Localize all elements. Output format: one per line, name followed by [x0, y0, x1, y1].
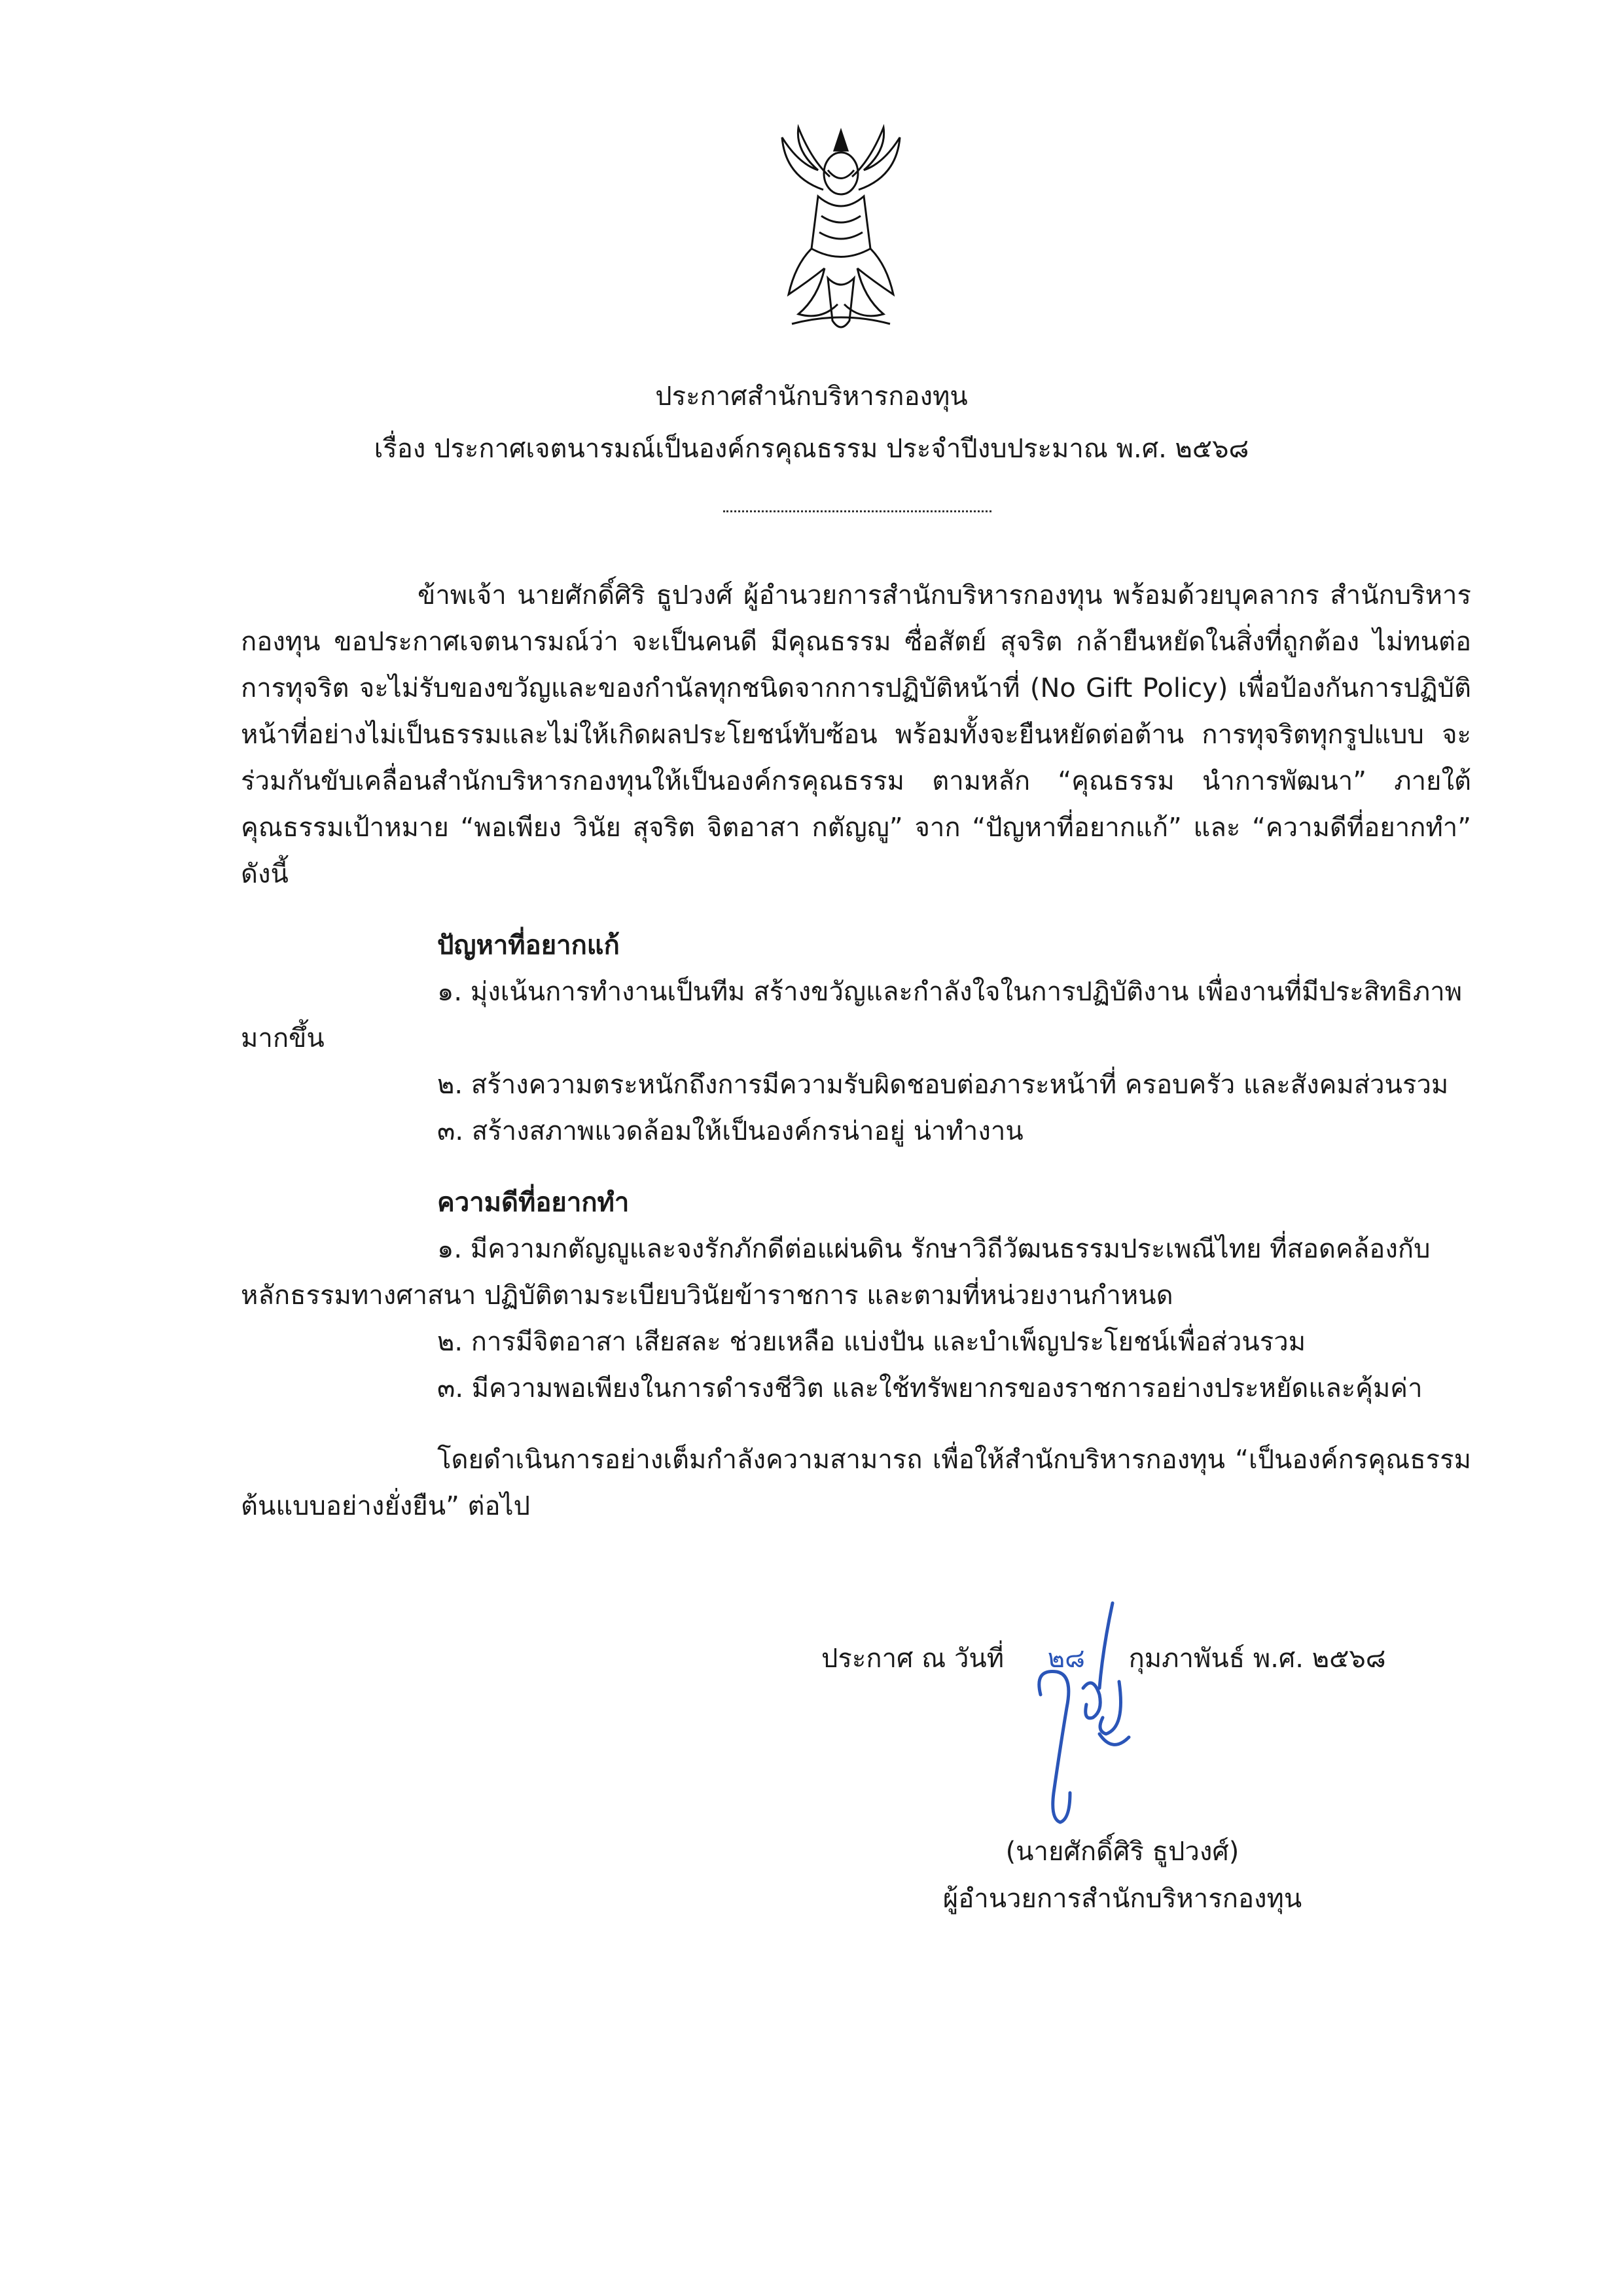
good-item-1: ๑. มีความกตัญญูและจงรักภักดีต่อแผ่นดิน รักษาวิถีวัฒนธรรมประเพณีไทย ที่สอดคล้องกับหลักธรรมทางศาสนา ปฏิบัติตามระเบียบวินัยข้าราชการ และตามที่หน่วยงานกำหนด [241, 1234, 1431, 1311]
problem-item-3: ๓. สร้างสภาพแวดล้อมให้เป็นองค์กรน่าอยู่ น่าทำงาน [437, 1116, 1024, 1146]
signatory-position: ผู้อำนวยการสำนักบริหารกองทุน [942, 1884, 1302, 1914]
problems-heading: ปัญหาที่อยากแก้ [437, 930, 620, 961]
announce-label: ประกาศ ณ วันที่ [821, 1644, 1005, 1674]
problem-item-2: ๒. สร้างความตระหนักถึงการมีความรับผิดชอบต่อภาระหน้าที่ ครอบครัว และสังคมส่วนรวม [437, 1070, 1449, 1100]
document-title: ประกาศสำนักบริหารกองทุน [655, 381, 968, 412]
document-subject: เรื่อง ประกาศเจตนารมณ์เป็นองค์กรคุณธรรม ประจำปีงบประมาณ พ.ศ. ๒๕๖๘ [374, 434, 1249, 464]
intro-paragraph: ข้าพเจ้า นายศักดิ์ศิริ ธูปวงศ์ ผู้อำนวยการสำนักบริหารกองทุน พร้อมด้วยบุคลากร สำนักบริหารกองทุน ขอประกาศเจตนารมณ์ว่า จะเป็นคนดี มีคุณธรรม ซื่อสัตย์ สุจริต กล้ายืนหยัดในสิ่งที่ถูกต้อง ไม่ทนต่อการทุจริต จะไม่รับของขวัญและของกำนัลทุกชนิดจากการปฏิบัติหน้าที่ (No Gift Policy) เพื่อป้องกันการปฏิบัติหน้าที่อย่างไม่เป็นธรรมและไม่ให้เกิดผลประโยชน์ทับซ้อน พร้อมทั้งจะยืนหยัดต่อต้าน การทุจริตทุกรูปแบบ จะร่วมกันขับเคลื่อนสำนักบริหารกองทุนให้เป็นองค์กรคุณธรรม ตามหลัก “คุณธรรม นำการพัฒนา” ภายใต้คุณธรรมเป้าหมาย “พอเพียง วินัย สุจริต จิตอาสา กตัญญู” จาก “ปัญหาที่อยากแก้” และ “ความดีที่อยากทำ” ดังนี้ [241, 580, 1471, 889]
goods-heading: ความดีที่อยากทำ [437, 1188, 630, 1218]
signature-icon [1021, 1597, 1158, 1832]
garuda-emblem-icon [772, 124, 910, 340]
month-year: กุมภาพันธ์ พ.ศ. ๒๕๖๘ [1128, 1644, 1386, 1674]
signatory-name: (นายศักดิ์ศิริ ธูปวงศ์) [1005, 1837, 1240, 1867]
good-item-3: ๓. มีความพอเพียงในการดำรงชีวิต และใช้ทรัพยากรของราชการอย่างประหยัดและคุ้มค่า [437, 1373, 1423, 1404]
conclusion-paragraph: โดยดำเนินการอย่างเต็มกำลังความสามารถ เพื่อให้สำนักบริหารกองทุน “เป็นองค์กรคุณธรรมต้นแบบอย่างยั่งยืน” ต่อไป [241, 1445, 1471, 1521]
handwritten-day: ๒๘ [1047, 1644, 1085, 1674]
document-body [241, 573, 1471, 1530]
title-divider [723, 510, 991, 512]
good-item-2: ๒. การมีจิตอาสา เสียสละ ช่วยเหลือ แบ่งปัน และบำเพ็ญประโยชน์เพื่อส่วนรวม [437, 1327, 1306, 1357]
problem-item-1: ๑. มุ่งเน้นการทำงานเป็นทีม สร้างขวัญและกำลังใจในการปฏิบัติงาน เพื่องานที่มีประสิทธิภาพมากขึ้น [241, 977, 1463, 1053]
